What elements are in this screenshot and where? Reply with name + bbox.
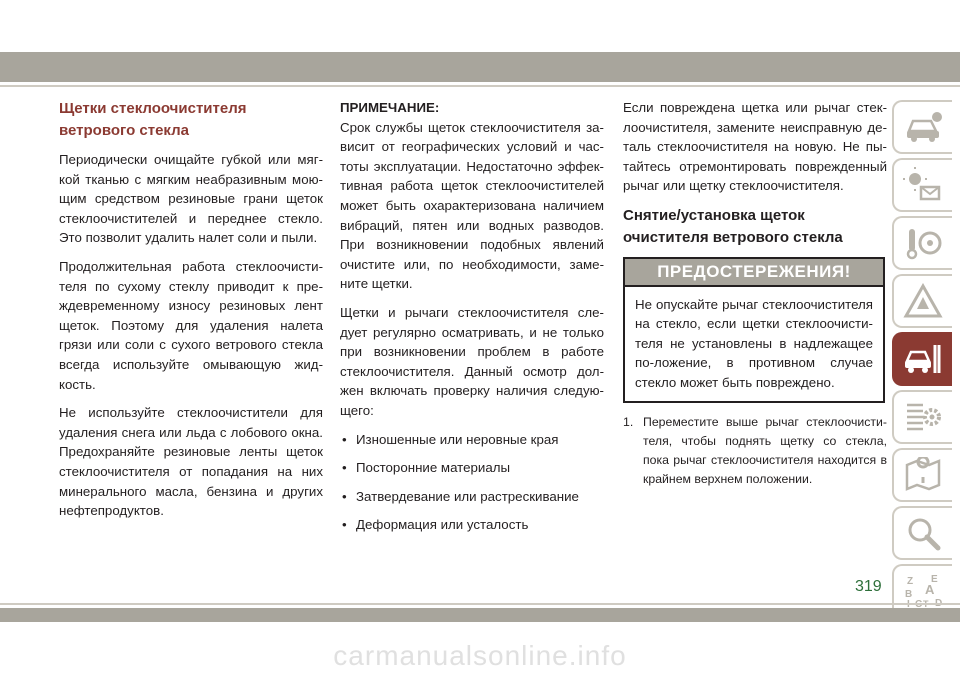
- paragraph: Если повреждена щетка или рычаг стек-лоочистителя, замените неисправную де-таль стеклоочистителя на новую. Не пы-тайтесь отремонтировать поврежденный рычаг или щетку стеклоочистителя.: [623, 100, 887, 194]
- paragraph: Срок службы щеток стеклоочистителя за-висит от географических условий и час-тоты эксплуатации. Недостаточно эффек-тивная работа щеток стеклоочистителей может быть охарактеризована наличием вибраций, пятен или водных разводов. При возникновении подобных явлений очистите или, по необходимости, заме-ните щетки.: [340, 119, 604, 292]
- index-letter: A: [925, 582, 935, 597]
- paragraph: Щетки и рычаги стеклоочистителя сле-дует регулярно осматривать, и не только при возникновении проблем в работе стеклоочистителя. Данный осмотр дол-жен включать проверку наличия следую-щего:: [340, 304, 604, 418]
- top-band: [0, 52, 960, 82]
- column-1: [59, 98, 323, 530]
- top-rule: [0, 85, 960, 87]
- chapter-tabs: [892, 100, 952, 622]
- magnifier-icon[interactable]: [892, 506, 952, 560]
- paragraph: Продолжительная работа стеклоочисти-теля по сухому стеклу приводит к пре-ждевременному износу резиновых лент щеток. Поэтому для удаления налета грязи или соли с сухого ветрового стекла всегда используйте омывающую жид-кость.: [59, 258, 323, 392]
- warning-triangle-icon[interactable]: [892, 274, 952, 328]
- list-item: • Затвердевание или растрескивание: [340, 487, 604, 507]
- steps-list: [623, 413, 887, 489]
- page-number: 319: [855, 578, 882, 595]
- section-heading-wipers: Щетки стеклоочистителя ветрового стекла: [59, 100, 247, 139]
- watermark: carmanualsonline.info: [333, 640, 627, 671]
- dashboard-lights-icon[interactable]: [892, 158, 952, 212]
- section-heading-removal: Снятие/установка щеток очистителя ветрового стекла: [623, 206, 843, 246]
- note-heading: ПРИМЕЧАНИЕ:: [340, 100, 440, 115]
- car-info-icon[interactable]: [892, 100, 952, 154]
- list-item: • Посторонние материалы: [340, 458, 604, 478]
- warning-text: Не опускайте рычаг стеклоочистителя на стекло, если щетки стеклоочисти-теля не установлены в надлежащее по-ложение, в противном случае стекло может быть повреждено.: [635, 296, 873, 390]
- paragraph: Периодически очищайте губкой или мяг-кой тканью с мягким неабразивным мою-щим средством резиновые грани щеток стеклоочистителей и переднее стекло. Это позволит удалить налет соли и пыли.: [59, 152, 323, 246]
- bottom-rule: [0, 603, 960, 605]
- bottom-band: [0, 608, 960, 622]
- index-letter: B: [905, 589, 913, 600]
- step-text: Переместите выше рычаг стеклоочисти-теля, чтобы поднять щетку со стекла, пока рычаг стеклоочистителя находится в крайнем верхнем положении.: [643, 414, 887, 486]
- key-steering-icon[interactable]: [892, 216, 952, 270]
- list-item: • Изношенные или неровные края: [340, 430, 604, 450]
- step-number: 1.: [623, 414, 634, 429]
- map-pin-icon[interactable]: [892, 448, 952, 502]
- car-wrench-icon[interactable]: [892, 332, 952, 386]
- list-item: • Деформация или усталость: [340, 515, 604, 535]
- paragraph: Не используйте стеклоочистители для удаления снега или льда с лобового окна. Предохраняйте резиновые ленты щеток стеклоочистителя от попадания на них минерального масла, бензина и других нефтепродуктов.: [59, 405, 323, 519]
- warning-box: [623, 257, 885, 403]
- index-letter: E: [931, 574, 938, 585]
- column-2: [340, 98, 604, 544]
- step-item: [623, 413, 887, 489]
- inspection-list: [340, 430, 604, 535]
- warning-title: ПРЕДОСТЕРЕЖЕНИЯ!: [625, 259, 883, 287]
- index-letter: Z: [907, 576, 914, 587]
- specs-gear-icon[interactable]: [892, 390, 952, 444]
- column-3: [623, 98, 887, 489]
